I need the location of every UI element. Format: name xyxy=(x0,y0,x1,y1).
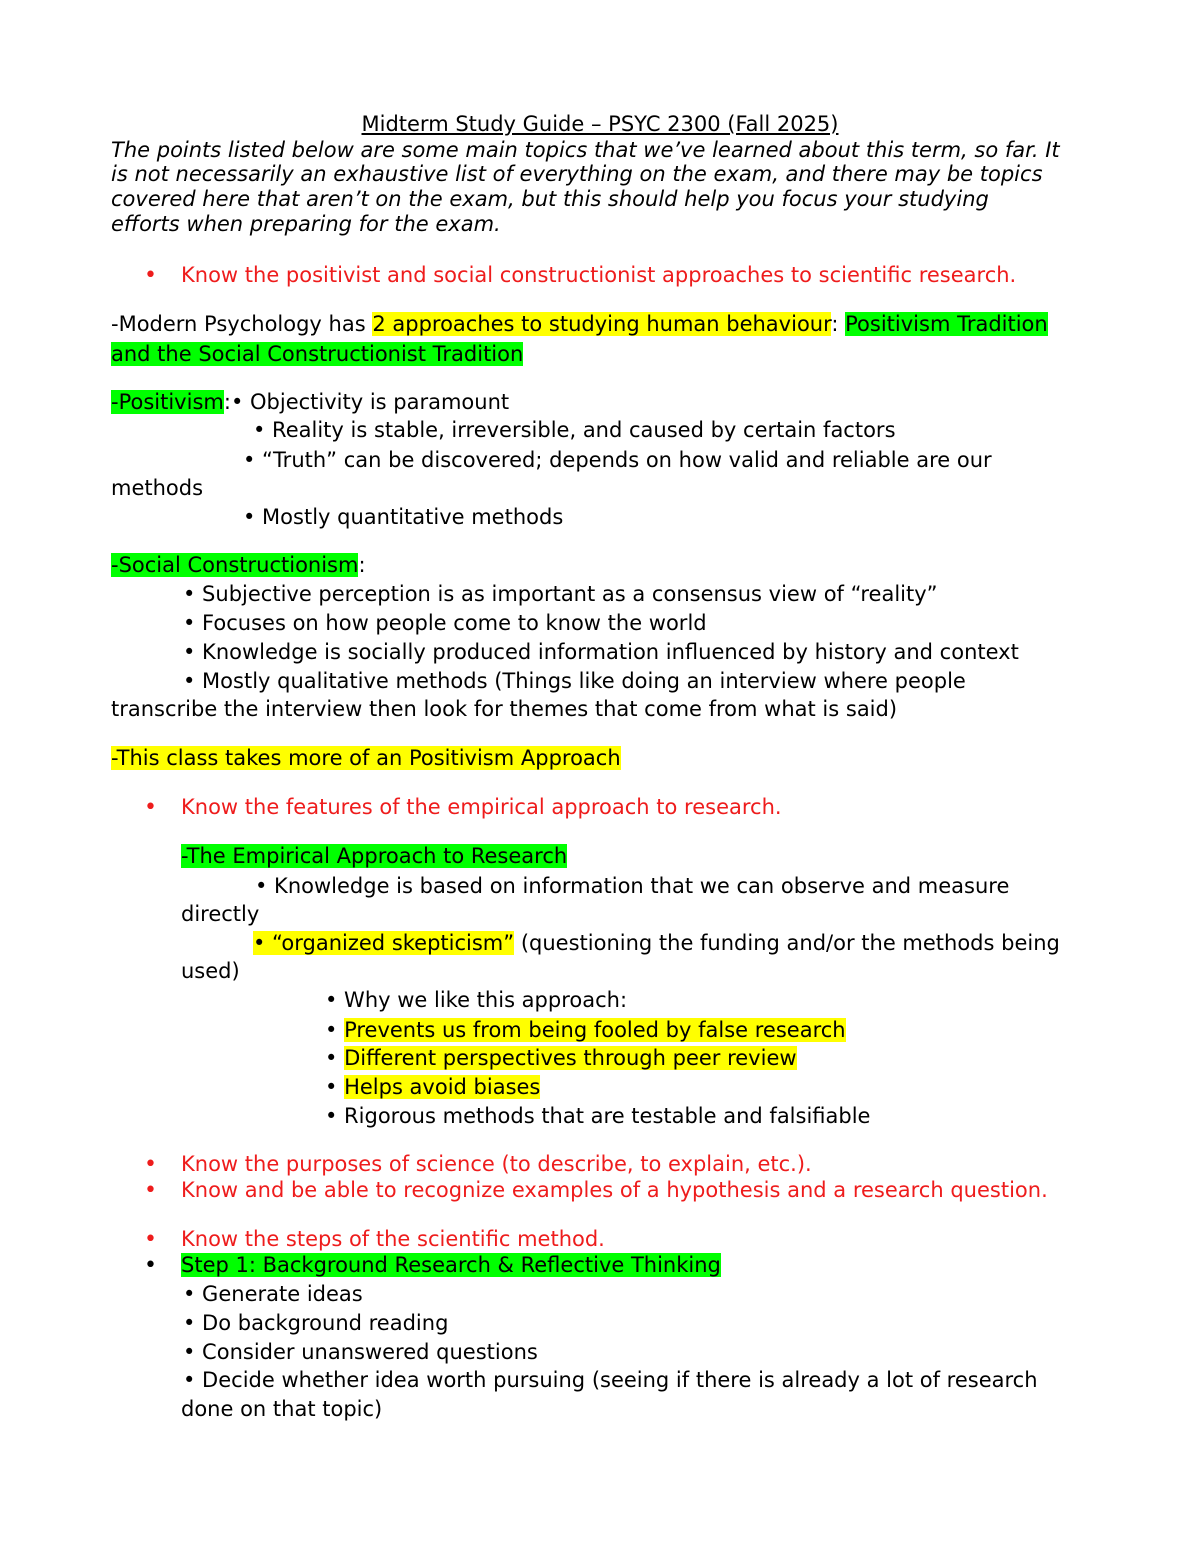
bullet-point: • xyxy=(144,1152,157,1177)
class-note-line xyxy=(111,745,621,772)
positivism-item: • Mostly quantitative methods xyxy=(243,505,564,529)
social-label: -Social Constructionism xyxy=(111,553,359,577)
class-note: -This class takes more of an Positivism Approach xyxy=(111,746,621,770)
step1-item: • Generate ideas xyxy=(183,1282,363,1306)
reason-bullet: • xyxy=(325,1018,345,1042)
highlight-approaches: 2 approaches to studying human behaviour xyxy=(372,312,832,336)
social-item: • Knowledge is socially produced information influenced by history and context xyxy=(183,640,1019,664)
bullet-point: • xyxy=(144,1178,157,1203)
bullet-point: • xyxy=(144,1253,157,1278)
reason-bullet: • xyxy=(325,1046,345,1070)
reason-line xyxy=(325,1017,846,1044)
positivism-heading-line xyxy=(111,389,509,416)
step1-heading-line xyxy=(181,1252,721,1279)
positivism-label: -Positivism xyxy=(111,390,224,414)
modern-prefix: -Modern Psychology has xyxy=(111,312,373,336)
social-item: • Subjective perception is as important as a consensus view of “reality” xyxy=(183,582,938,606)
highlight-skepticism: • “organized skepticism” xyxy=(253,931,515,955)
skepticism-cont: used) xyxy=(181,959,240,983)
step1-label: Step 1: Background Research & Reflective Thinking xyxy=(181,1253,721,1277)
positivism-item-cont: methods xyxy=(111,476,204,500)
positivism-item: • Reality is stable, irreversible, and caused by certain factors xyxy=(253,418,896,442)
empirical-heading-line xyxy=(181,843,567,870)
reason-line: • Rigorous methods that are testable and falsifiable xyxy=(325,1104,871,1128)
social-item: • Focuses on how people come to know the world xyxy=(183,611,707,635)
topic-steps: Know the steps of the scientific method. xyxy=(181,1227,605,1251)
why-line: • Why we like this approach: xyxy=(325,988,628,1012)
bullet-point: • xyxy=(144,795,157,820)
topic-hypothesis: Know and be able to recognize examples of a hypothesis and a research question. xyxy=(181,1178,1048,1202)
highlight-reason: Prevents us from being fooled by false research xyxy=(344,1018,846,1042)
step1-item-cont: done on that topic) xyxy=(181,1397,383,1421)
social-item-cont: transcribe the interview then look for themes that come from what is said) xyxy=(111,697,898,721)
topic-positivist: Know the positivist and social constructionist approaches to scientific research. xyxy=(181,263,1017,287)
modern-psychology-line-2 xyxy=(111,341,523,368)
topic-purposes: Know the purposes of science (to describe, to explain, etc.). xyxy=(181,1152,812,1176)
positivism-item: • “Truth” can be discovered; depends on how valid and reliable are our xyxy=(243,448,992,472)
page-title: Midterm Study Guide – PSYC 2300 (Fall 2025) xyxy=(361,112,839,136)
highlight-positivism-tradition: Positivism Tradition xyxy=(845,312,1048,336)
empirical-item: • Knowledge is based on information that we can observe and measure xyxy=(255,874,1010,898)
positivism-item: • Objectivity is paramount xyxy=(230,390,510,414)
intro-line: The points listed below are some main topics that we’ve learned about this term, so far. It xyxy=(111,138,1060,162)
topic-empirical: Know the features of the empirical approach to research. xyxy=(181,795,782,819)
empirical-label: -The Empirical Approach to Research xyxy=(181,844,568,868)
reason-line xyxy=(325,1074,540,1101)
reason-bullet: • xyxy=(325,1075,345,1099)
step1-item: • Consider unanswered questions xyxy=(183,1340,538,1364)
modern-colon: : xyxy=(831,312,839,336)
step1-item: • Do background reading xyxy=(183,1311,449,1335)
skepticism-rest: (questioning the funding and/or the methods being xyxy=(514,931,1060,955)
social-heading-line xyxy=(111,552,366,579)
highlight-reason: Different perspectives through peer review xyxy=(344,1046,797,1070)
modern-psychology-line xyxy=(111,311,1048,338)
highlight-social-tradition: and the Social Constructionist Tradition xyxy=(111,342,524,366)
empirical-item-cont: directly xyxy=(181,902,260,926)
highlight-reason: Helps avoid biases xyxy=(344,1075,541,1099)
bullet-point: • xyxy=(144,1227,157,1252)
intro-line: covered here that aren’t on the exam, but this should help you focus your studying xyxy=(111,187,989,211)
social-item: • Mostly qualitative methods (Things like doing an interview where people xyxy=(183,669,966,693)
skepticism-line xyxy=(253,930,1060,957)
bullet-point: • xyxy=(144,263,157,288)
positivism-sep: : xyxy=(223,390,231,414)
step1-item: • Decide whether idea worth pursuing (seeing if there is already a lot of research xyxy=(183,1368,1038,1392)
intro-line: efforts when preparing for the exam. xyxy=(111,212,501,236)
social-sep: : xyxy=(358,553,366,577)
reason-line xyxy=(325,1045,797,1072)
intro-line: is not necessarily an exhaustive list of everything on the exam, and there may be topics xyxy=(111,162,1043,186)
